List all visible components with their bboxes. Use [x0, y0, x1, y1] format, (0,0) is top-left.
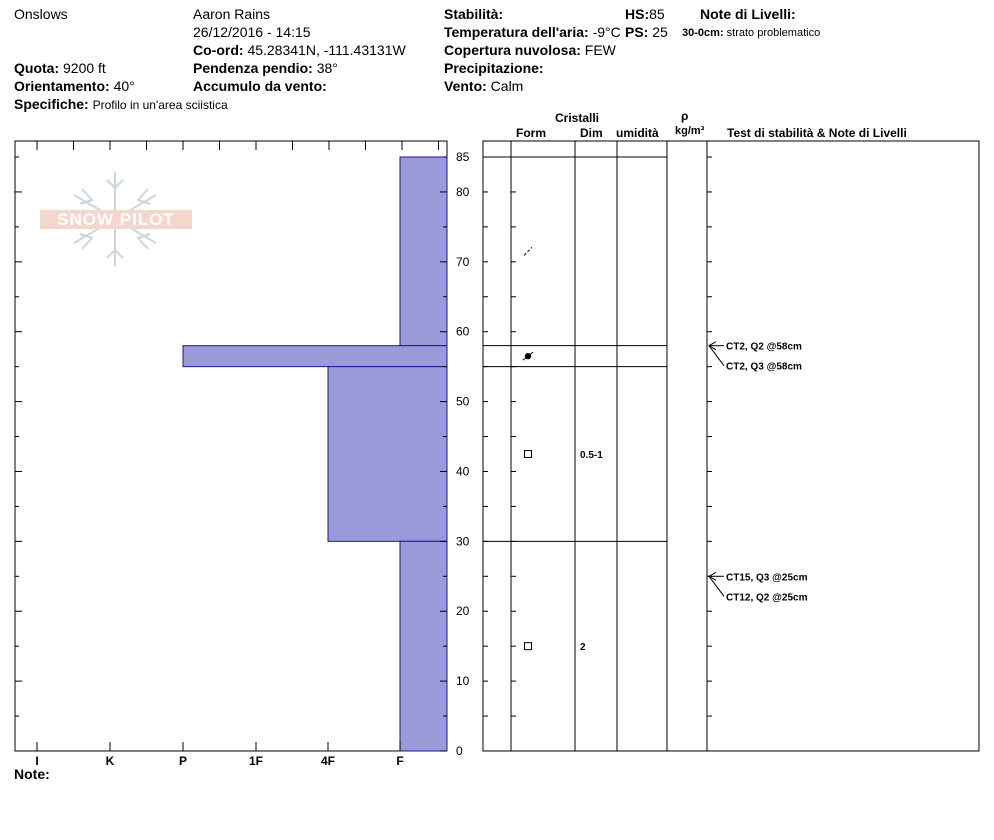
- location-name: Onslows: [14, 6, 68, 22]
- elevation-label: Quota:: [14, 60, 60, 76]
- faceted-crystal-icon: [525, 643, 532, 650]
- depth-tick-label: 30: [456, 534, 470, 549]
- rho-header: ρ: [681, 109, 689, 123]
- hardness-tick-label: K: [105, 754, 115, 768]
- snowpilot-logo: [40, 172, 192, 266]
- depth-tick-label: 60: [456, 324, 470, 339]
- specifics-value: Profilo in un'area sciistica: [92, 98, 228, 112]
- depth-tick-label: 20: [456, 604, 470, 619]
- test-arrow: [709, 346, 724, 366]
- hardness-bar: [400, 157, 447, 346]
- air-temp-value: -9°C: [592, 24, 621, 40]
- form-header: Form: [516, 126, 546, 140]
- profile-table-frame: [483, 141, 979, 751]
- stability-label: Stabilità:: [444, 6, 504, 22]
- air-temp-label: Temperatura dell'aria:: [444, 24, 589, 40]
- cloud-value: FEW: [584, 42, 616, 58]
- fragments-icon: [524, 247, 532, 255]
- hardness-tick-label: I: [35, 754, 39, 768]
- aspect-value: 40°: [113, 78, 135, 94]
- stability-test-label: CT2, Q2 @58cm: [726, 341, 802, 353]
- depth-tick-label: 40: [456, 464, 470, 479]
- observer-name: Aaron Rains: [193, 6, 271, 22]
- depth-tick-label: 50: [456, 394, 470, 409]
- depth-tick-label: 80: [456, 184, 470, 199]
- crystal-size-label: 0.5-1: [580, 450, 603, 461]
- crystals-header: Cristalli: [555, 111, 600, 125]
- hardness-bar: [400, 541, 447, 751]
- moisture-header: umidità: [616, 126, 659, 140]
- depth-tick-label: 85: [456, 150, 470, 164]
- test-arrow: [709, 576, 724, 596]
- depth-tick-label: 70: [456, 254, 470, 269]
- hardness-tick-label: 1F: [248, 754, 264, 768]
- logo-text: SNOW PILOT: [57, 210, 175, 229]
- coord-value: 45.28341N, -111.43131W: [247, 42, 406, 58]
- slope-value: 38°: [316, 60, 338, 76]
- hs-label: HS:: [625, 6, 650, 22]
- hs-value: 85: [649, 6, 665, 22]
- note-label: Note:: [14, 766, 50, 782]
- stability-test-label: CT15, Q3 @25cm: [726, 572, 808, 584]
- layer-notes-label: Note di Livelli:: [700, 6, 796, 22]
- faceted-crystal-icon: [525, 451, 532, 458]
- aspect-label: Orientamento:: [14, 78, 110, 94]
- hardness-tick-label: 4F: [320, 754, 336, 768]
- layer-note-range: 30-0cm:: [682, 27, 724, 39]
- elevation-value: 9200 ft: [63, 60, 106, 76]
- coord-label: Co-ord:: [193, 42, 244, 58]
- ps-label: PS:: [625, 24, 649, 40]
- ps-value: 25: [652, 24, 668, 40]
- cloud-label: Copertura nuvolosa:: [444, 42, 581, 58]
- hardness-tick-label: F: [396, 754, 404, 768]
- wind-label: Vento:: [444, 78, 487, 94]
- density-unit-header: kg/m³: [675, 125, 705, 137]
- precip-label: Precipitazione:: [444, 60, 544, 76]
- observation-datetime: 26/12/2016 - 14:15: [193, 24, 311, 40]
- wind-value: Calm: [490, 78, 524, 94]
- crystal-size-label: 2: [580, 642, 586, 654]
- layer-note-text: strato problematico: [726, 27, 821, 39]
- hardness-bar: [328, 367, 447, 542]
- tests-header: Test di stabilità & Note di Livelli: [727, 126, 907, 140]
- stability-test-label: CT2, Q3 @58cm: [726, 361, 802, 373]
- slope-label: Pendenza pendio:: [193, 60, 313, 76]
- hardness-bar: [183, 346, 447, 367]
- hardness-tick-label: P: [178, 754, 188, 768]
- stability-test-label: CT12, Q2 @25cm: [726, 592, 808, 604]
- depth-tick-label: 0: [456, 744, 463, 758]
- depth-tick-label: 10: [456, 674, 470, 689]
- wind-load-label: Accumulo da vento:: [193, 78, 327, 94]
- dim-header: Dim: [580, 126, 603, 140]
- specifics-label: Specifiche:: [14, 96, 89, 112]
